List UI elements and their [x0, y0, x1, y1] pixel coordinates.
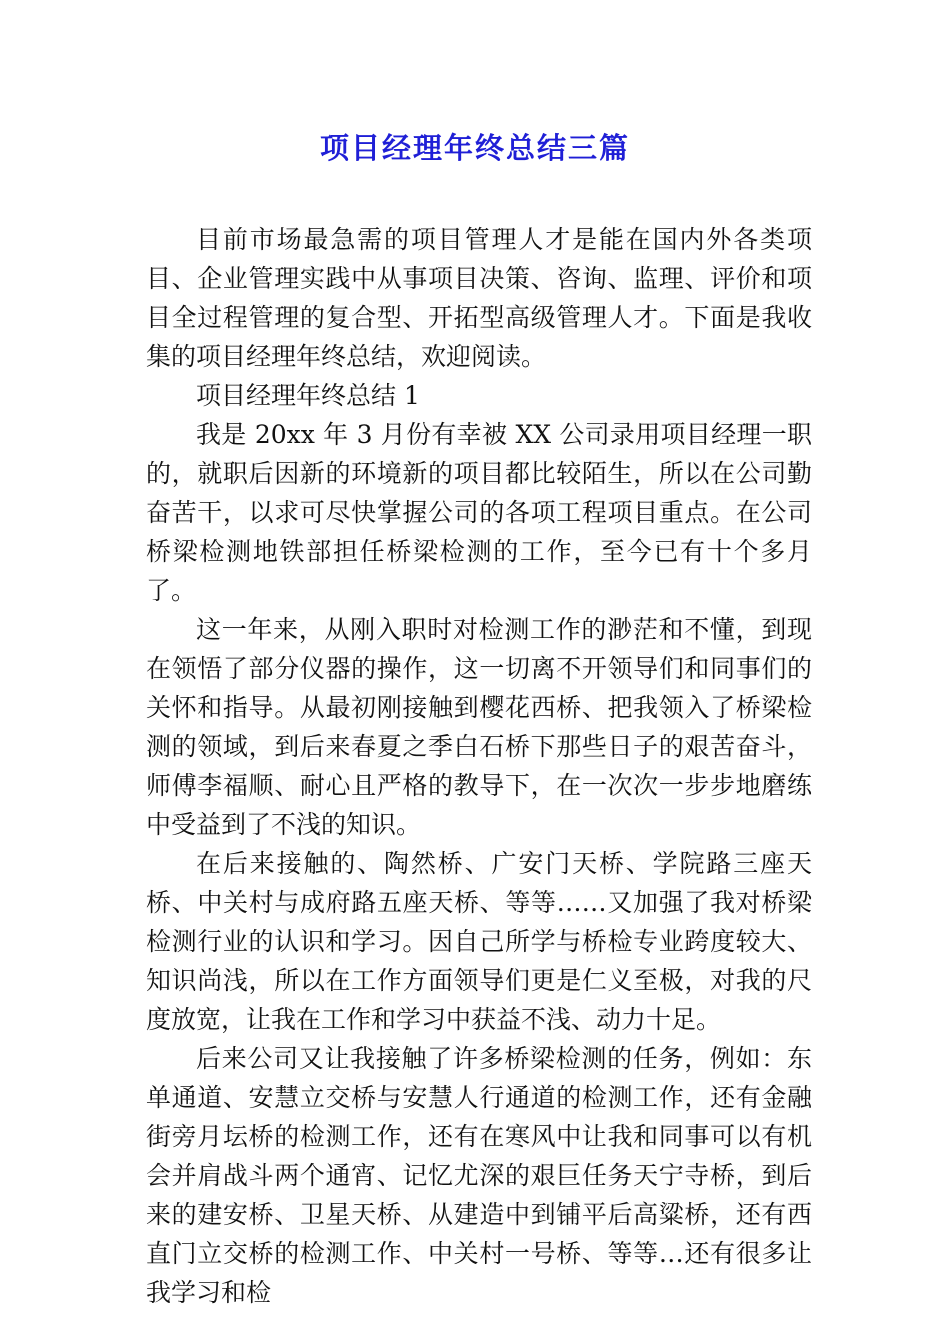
body-paragraph: 后来公司又让我接触了许多桥梁检测的任务，例如：东单通道、安慧立交桥与安慧人行通道的检测工作，还有金融街旁月坛桥的检测工作，还有在寒风中让我和同事可以有机会并肩战斗两个通宵、记忆尤深的艰巨任务天宁寺桥，到后来的建安桥、卫星天桥、从建造中到铺平后高粱桥，还有西直门立交桥的检测工作、中关村一号桥、等等…还有很多让我学习和检 [146, 1044, 812, 1307]
body-paragraph: 我是 20xx 年 3 月份有幸被 XX 公司录用项目经理一职的，就职后因新的环境新的项目都比较陌生，所以在公司勤奋苦干，以求可尽快掌握公司的各项工程项目重点。在公司桥梁检测地铁部担任桥梁检测的工作，至今已有十个多月了。 [146, 420, 812, 605]
body-paragraph: 在后来接触的、陶然桥、广安门天桥、学院路三座天桥、中关村与成府路五座天桥、等等……又加强了我对桥梁检测行业的认识和学习。因自己所学与桥检专业跨度较大、知识尚浅，所以在工作方面领导们更是仁义至极，对我的尺度放宽，让我在工作和学习中获益不浅、动力十足。 [146, 849, 812, 1034]
section-heading: 项目经理年终总结 1 [196, 381, 420, 410]
document-title: 项目经理年终总结三篇 [319, 131, 630, 165]
intro-paragraph: 目前市场最急需的项目管理人才是能在国内外各类项目、企业管理实践中从事项目决策、咨询、监理、评价和项目全过程管理的复合型、开拓型高级管理人才。下面是我收集的项目经理年终总结，欢迎阅读。 [146, 225, 812, 371]
document-body [146, 220, 812, 1312]
body-paragraph: 这一年来，从刚入职时对检测工作的渺茫和不懂，到现在领悟了部分仪器的操作，这一切离不开领导们和同事们的关怀和指导。从最初刚接触到樱花西桥、把我领入了桥梁检测的领域，到后来春夏之季白石桥下那些日子的艰苦奋斗，师傅李福顺、耐心且严格的教导下，在一次次一步步地磨练中受益到了不浅的知识。 [146, 615, 812, 839]
